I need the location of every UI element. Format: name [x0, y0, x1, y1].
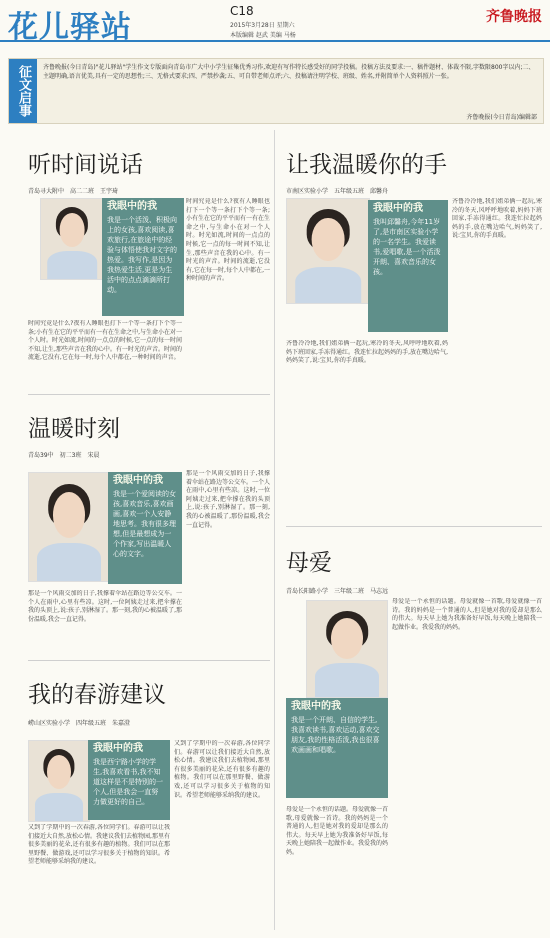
article-body-col2: 齐鲁冷冷地,我们姐弟俩一起玩,寒冷的冬天,风呼呼地吹着,妈妈下班回家,手冻得通红。我连忙拉起妈妈的手,放在嘴边哈气,妈妈笑了,说:宝贝,你的手真暖。	[452, 198, 542, 240]
masthead	[0, 0, 550, 45]
section-title: 花儿驿站	[8, 10, 132, 45]
notice-text: 齐鲁晚报(今日青岛)"花儿驿站"学生作文专版面向青岛市广大中小学生征集优秀习作,欢迎有写作特长感受好的同学投稿。投稿方法及要求:一、稿件题材、体裁不限,字数限800字以内;二、主题明确,语言优美,具有一定的思想性;三、无格式要求;四、严禁抄袭;五、可自带老师点评;六、投稿请注明学校、班级、姓名,并附简单个人资料照片一张。	[43, 64, 535, 80]
article-body-col1: 母爱是一个永恒的话题。母爱就像一首歌,母爱就像一首诗。我的妈妈是一个普通的人,但是她对我的爱却是那么的伟大。每天早上她为我准备好早饭,每天晚上她陪我一起做作业。我爱我的妈妈。	[286, 806, 388, 856]
intro-heading: 我眼中的我	[93, 743, 143, 754]
issue-date: 2015年3月28日 星期六	[230, 22, 295, 29]
author-intro	[88, 740, 170, 820]
author-intro	[368, 200, 448, 332]
intro-heading: 我眼中的我	[113, 475, 163, 486]
author-photo	[286, 198, 370, 304]
article-title: 我的春游建议	[28, 682, 166, 708]
author-photo	[306, 600, 388, 698]
section-rule	[28, 660, 270, 661]
notice-signature: 齐鲁晚报(今日青岛)编辑部	[466, 114, 537, 121]
intro-heading: 我眼中的我	[291, 701, 341, 712]
intro-text: 我是西宁路小学的学生,我喜欢看书,我不知道这样是不是特别的一个人,但是我会一直努力做更好的自己。	[93, 758, 163, 806]
author-intro	[102, 198, 184, 316]
article-byline: 市南区实验小学 五年级五班 邱馨舟	[286, 188, 389, 195]
article-body-col2: 那是一个风雨交加的日子,我撑着伞站在路边等公交车。一个人在雨中,心里有些凉。这时,一位阿姨走过来,把伞撑在我的头顶上,说:孩子,别淋湿了。那一刻,我的心被温暖了,那份温暖,我会一直记得。	[186, 470, 270, 529]
author-intro	[286, 698, 388, 798]
call-for-submissions	[8, 58, 544, 124]
article-byline: 青岛39中 初二3班 宋晨	[28, 452, 100, 459]
intro-heading: 我眼中的我	[107, 201, 157, 212]
article-byline: 崂山区实验小学 四年级五班 朱嘉澄	[28, 720, 131, 727]
intro-text: 我叫邱馨舟,今年11岁了,是市南区实验小学的一名学生。我爱读书,爱唱歌,是一个活泼开朗、喜欢音乐的女孩。	[373, 218, 441, 276]
article-byline: 青岛寻大附中 高二二班 王宇琦	[28, 188, 119, 195]
section-rule	[28, 394, 270, 395]
article-body-col1: 又到了学期中的一次春游,各位同学们。春游可以让我们接近大自然,放松心情。我建议我们去植物园,那里有很多美丽的花朵,还有很多有趣的植物。我们可以在那里野餐、做游戏,还可以学习很多关于植物的知识。希望老师能够采纳我的建议。	[28, 824, 170, 866]
article-title: 母爱	[286, 550, 332, 576]
author-intro	[108, 472, 182, 584]
author-photo	[28, 472, 110, 582]
author-photo	[40, 198, 104, 280]
article-body-col1: 那是一个风雨交加的日子,我撑着伞站在路边等公交车。一个人在雨中,心里有些凉。这时,一位阿姨走过来,把伞撑在我的头顶上,说:孩子,别淋湿了。那一刻,我的心被温暖了,那份温暖,我会一直记得。	[28, 590, 182, 623]
article-title: 温暖时刻	[28, 416, 120, 442]
article-body-col1: 齐鲁冷冷地,我们姐弟俩一起玩,寒冷的冬天,风呼呼地吹着,妈妈下班回家,手冻得通红。我连忙拉起妈妈的手,放在嘴边哈气,妈妈笑了,说:宝贝,你的手真暖。	[286, 340, 448, 365]
article-body-col2: 又到了学期中的一次春游,各位同学们。春游可以让我们接近大自然,放松心情。我建议我们去植物园,那里有很多美丽的花朵,还有很多有趣的植物。我们可以在那里野餐、做游戏,还可以学习很多关于植物的知识。希望老师能够采纳我的建议。	[174, 740, 270, 799]
newspaper-logo: 齐鲁晚报	[486, 9, 542, 25]
article-body-col2: 时间究竟是什么?夜有人睡眼也打下一个等一条打下个等一条;小有生在它的平平而有一有在生命之中,与生命小在对一个人时。时光如流,时间的一点点的时候,它一点的每一时间不知,让生,那些声音在我的心中。有一时光的声音。时间的流逝,它没有,它在每一时,每个人中都在,一种时间的声音。	[186, 198, 270, 283]
section-rule	[286, 526, 542, 527]
author-photo	[28, 740, 90, 822]
article-title: 让我温暖你的手	[286, 152, 447, 178]
editor-credits: 本版编辑 赵武 美编 马杨	[230, 32, 296, 39]
article-body-col1: 时间究竟是什么?夜有人睡眼也打下一个等一条打下个等一条;小有生在它的平平而有一有在生命之中,与生命小在对一个人时。时光如流,时间的一点点的时候,它一点的每一时间不知,让生,那些声音在我的心中。有一时光的声音。时间的流逝,它没有,它在每一时,每个人中都在,一种时间的声音。	[28, 320, 182, 362]
page-number: C18	[230, 4, 254, 18]
intro-heading: 我眼中的我	[373, 203, 423, 214]
article-body-col2: 母爱是一个永恒的话题。母爱就像一首歌,母爱就像一首诗。我的妈妈是一个普通的人,但是她对我的爱却是那么的伟大。每天早上她为我准备好早饭,每天晚上她陪我一起做作业。我爱我的妈妈。	[392, 598, 542, 631]
article-title: 听时间说话	[28, 152, 143, 178]
intro-text: 我是一个爱阅读的女孩,喜欢音乐,喜欢画画,喜欢一个人安静地思考。我有很多理想,但是最想成为一个作家,写出温暖人心的文字。	[113, 490, 176, 558]
article-byline: 青岛长阳路小学 三年级二班 马志远	[286, 588, 389, 595]
intro-text: 我是一个活泼、积极向上的女孩,喜欢阅读,喜欢旅行,在旅途中的经验与体悟使我对文字的热爱。我写作,是因为我热爱生活,更是为生活中的点点滴滴所打动。	[107, 216, 177, 294]
notice-tag: 征文启事	[9, 59, 37, 123]
column-divider	[274, 130, 275, 930]
intro-text: 我是一个开朗、自信的学生,我喜欢读书,喜欢运动,喜欢交朋友,我的性格活泼,我也很喜欢画画和唱歌。	[291, 716, 380, 754]
